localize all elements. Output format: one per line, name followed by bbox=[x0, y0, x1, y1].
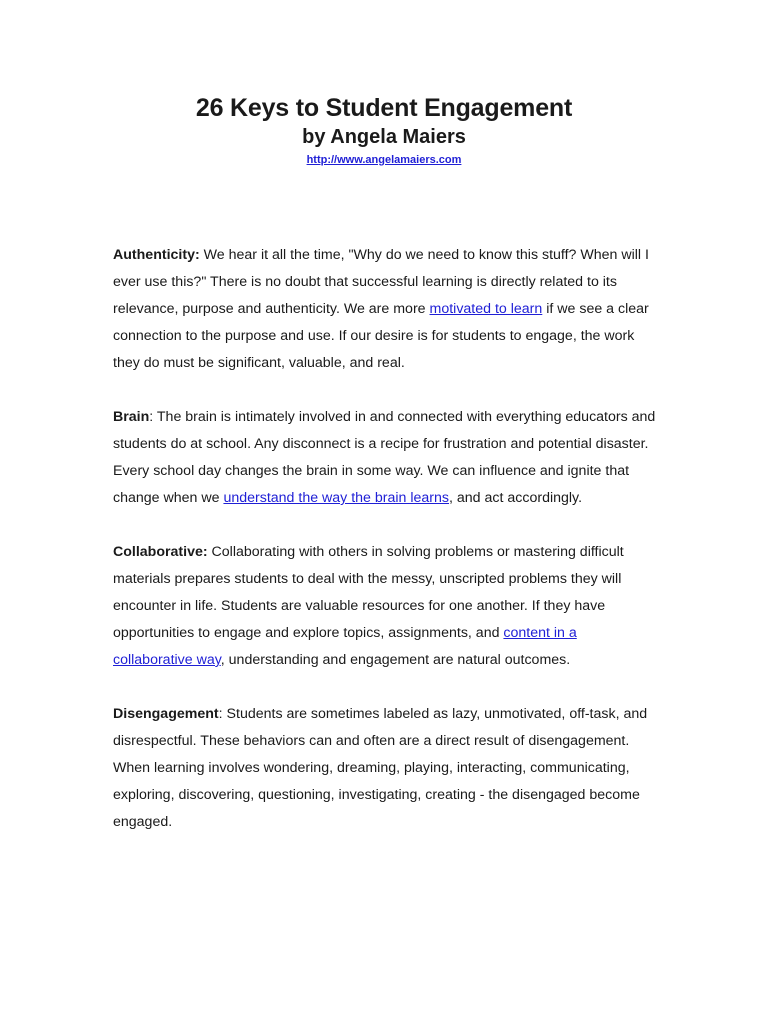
section-term: Collaborative: bbox=[113, 544, 208, 560]
section-text: Collaborating with others in solving problems or mastering difficult materials prepares students to deal with the messy, unscripted problems they will encounter in life. Students are valuable resources for one another. If they have opportunities to engage and explore topics, assignments, and bbox=[113, 544, 624, 641]
brain-learns-link[interactable]: understand the way the brain learns bbox=[223, 490, 450, 506]
section-text: We hear it all the time, "Why do we need to know this stuff? When will I ever use this?" There is no doubt that successful learning is directly related to its relevance, purpose and authenticity. We are more bbox=[113, 247, 649, 317]
section-text: , and act accordingly. bbox=[449, 490, 583, 506]
document-body bbox=[113, 242, 658, 863]
section-text: : Students are sometimes labeled as lazy, unmotivated, off-task, and disrespectful. These behaviors can and often are a direct result of disengagement. When learning involves wondering, dreaming, playing, interacting, communicating, exploring, discovering, questioning, investigating, creating - the disengaged become engaged. bbox=[113, 706, 648, 830]
section-disengagement bbox=[113, 701, 658, 836]
motivated-to-learn-link[interactable]: motivated to learn bbox=[429, 301, 543, 317]
section-term: Disengagement bbox=[113, 706, 219, 722]
section-brain bbox=[113, 404, 658, 512]
section-text: , understanding and engagement are natural outcomes. bbox=[220, 652, 571, 668]
section-text: : The brain is intimately involved in and connected with everything educators and students do at school. Any disconnect is a recipe for frustration and potential disaster. Every school day changes the brain in some way. We can influence and ignite that change when we bbox=[113, 409, 656, 506]
section-authenticity bbox=[113, 242, 658, 377]
section-text: if we see a clear connection to the purpose and use. If our desire is for students to engage, the work they do must be significant, valuable, and real. bbox=[113, 301, 649, 371]
collaborative-content-link[interactable]: content in a collaborative way bbox=[113, 625, 577, 668]
document-author: by Angela Maiers bbox=[302, 126, 466, 148]
document-header bbox=[0, 92, 768, 168]
document-title: 26 Keys to Student Engagement bbox=[195, 94, 573, 122]
section-term: Brain bbox=[113, 409, 150, 425]
section-collaborative bbox=[113, 539, 658, 674]
author-website-link[interactable]: http://www.angelamaiers.com bbox=[306, 154, 462, 166]
section-term: Authenticity: bbox=[113, 247, 200, 263]
